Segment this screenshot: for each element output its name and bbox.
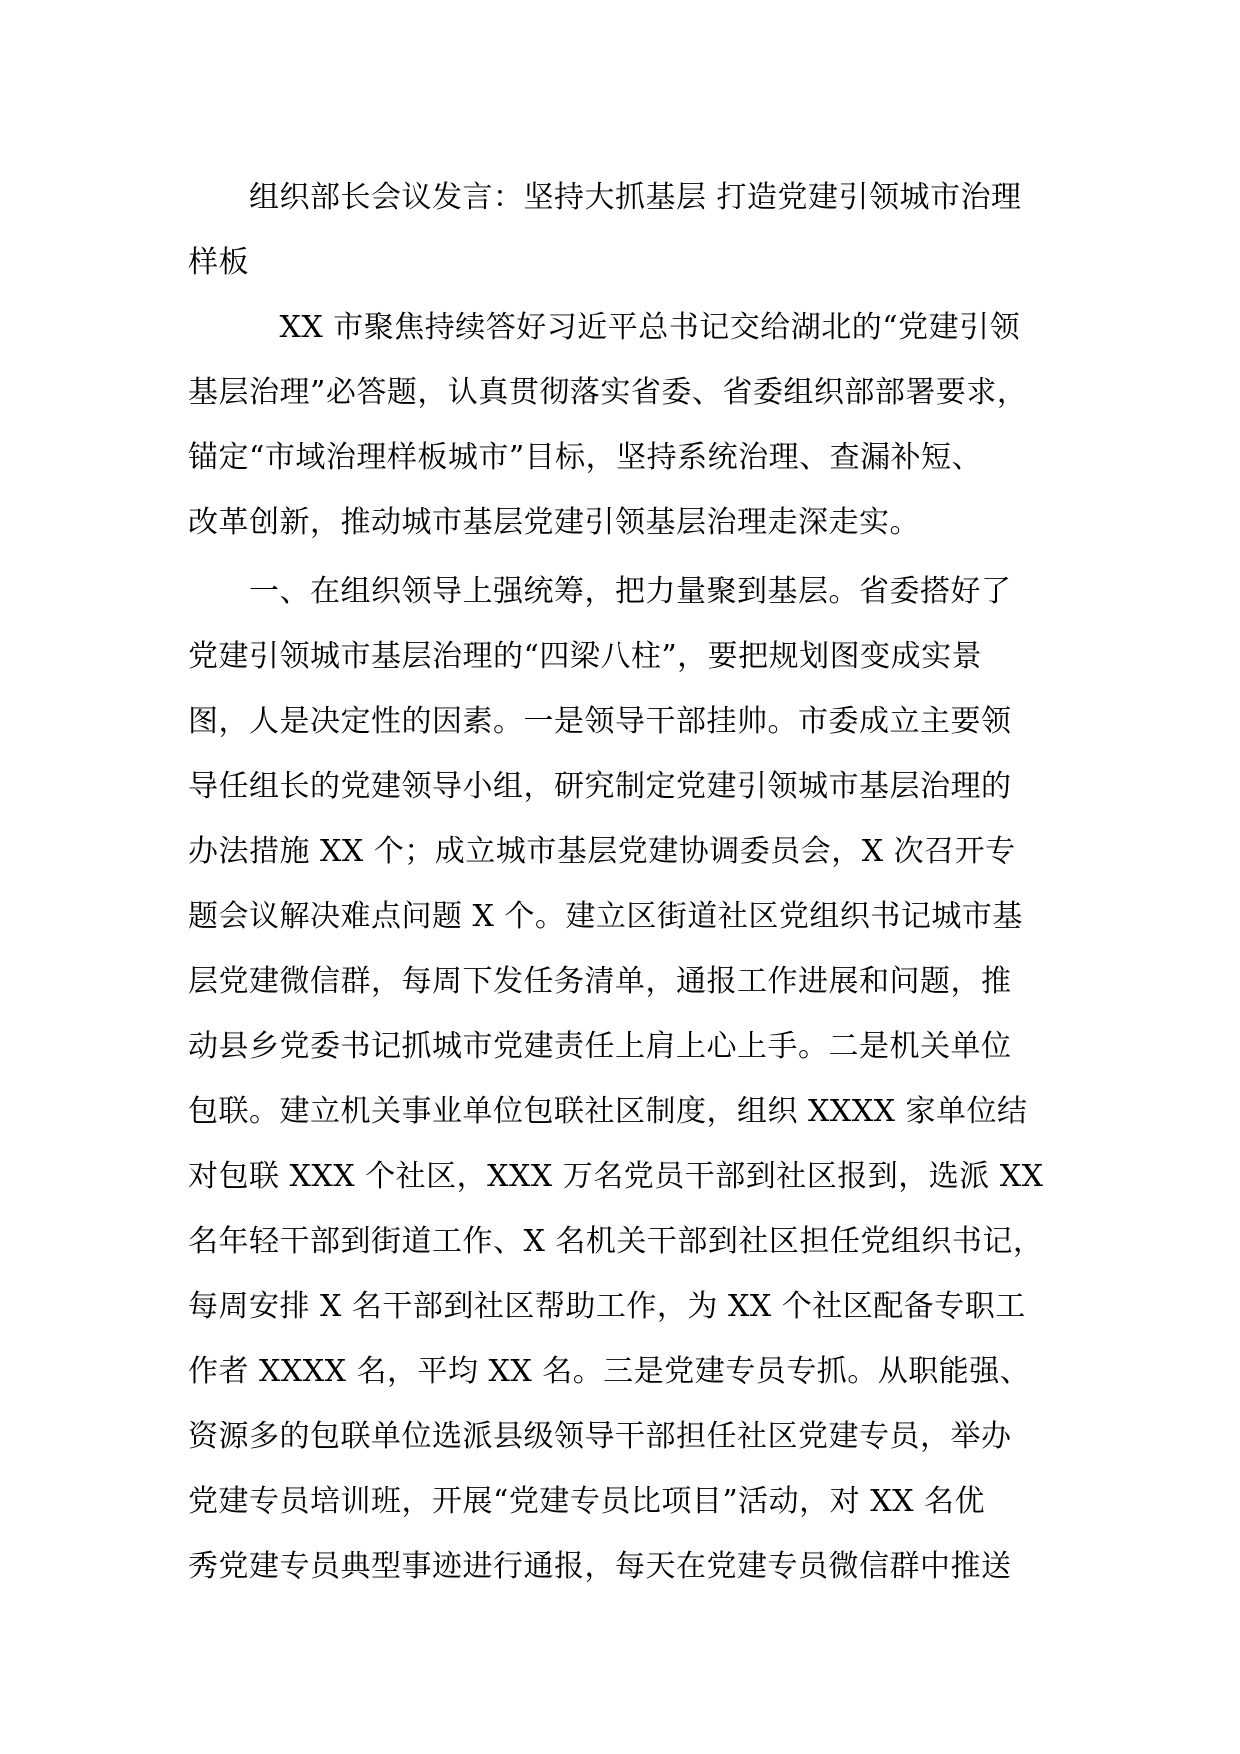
paragraph-line: 层党建微信群，每周下发任务清单，通报工作进展和问题，推 [188, 964, 1012, 999]
paragraph-line: XX 市聚焦持续答好习近平总书记交给湖北的“党建引领 [188, 310, 1021, 345]
paragraph-line: 基层治理”必答题，认真贯彻落实省委、省委组织部部署要求， [188, 375, 1028, 410]
document-title [188, 165, 1078, 295]
paragraph-line: 党建引领城市基层治理的“四梁八柱”，要把规划图变成实景 [188, 639, 983, 674]
paragraph-line: 锚定“市域治理样板城市”目标，坚持系统治理、查漏补短、 [188, 440, 983, 475]
paragraph-line: 秀党建专员典型事迹进行通报，每天在党建专员微信群中推送 [188, 1549, 1012, 1584]
paragraph-line: 每周安排 X 名干部到社区帮助工作，为 XX 个社区配备专职工 [188, 1289, 1026, 1324]
paragraph-line: 改革创新，推动城市基层党建引领基层治理走深走实。 [188, 505, 920, 540]
paragraph-line: 办法措施 XX 个；成立城市基层党建协调委员会，X 次召开专 [188, 834, 1016, 869]
paragraph-line: 对包联 XXX 个社区，XXX 万名党员干部到社区报到，选派 XX [188, 1159, 1044, 1194]
title-line: 组织部长会议发言：坚持大抓基层 打造党建引领城市治理 [188, 180, 1022, 215]
paragraph-line: 包联。建立机关事业单位包联社区制度，组织 XXXX 家单位结 [188, 1094, 1028, 1129]
intro-paragraph [188, 295, 1078, 555]
paragraph-line: 动县乡党委书记抓城市党建责任上肩上心上手。二是机关单位 [188, 1029, 1012, 1064]
paragraph-line: 图，人是决定性的因素。一是领导干部挂帅。市委成立主要领 [188, 704, 1012, 739]
paragraph-line: 名年轻干部到街道工作、X 名机关干部到社区担任党组织书记， [188, 1224, 1044, 1259]
title-line: 样板 [188, 245, 249, 280]
paragraph-line: 资源多的包联单位选派县级领导干部担任社区党建专员，举办 [188, 1419, 1012, 1454]
section-one-paragraph [188, 559, 1078, 1599]
paragraph-line: 作者 XXXX 名，平均 XX 名。三是党建专员专抓。从职能强、 [188, 1354, 1031, 1389]
paragraph-line: 党建专员培训班，开展“党建专员比项目”活动，对 XX 名优 [188, 1484, 985, 1519]
document-page [188, 165, 1078, 1599]
paragraph-line: 一、在组织领导上强统筹，把力量聚到基层。省委搭好了 [188, 574, 1012, 609]
paragraph-line: 题会议解决难点问题 X 个。建立区街道社区党组织书记城市基 [188, 899, 1023, 934]
paragraph-line: 导任组长的党建领导小组，研究制定党建引领城市基层治理的 [188, 769, 1012, 804]
